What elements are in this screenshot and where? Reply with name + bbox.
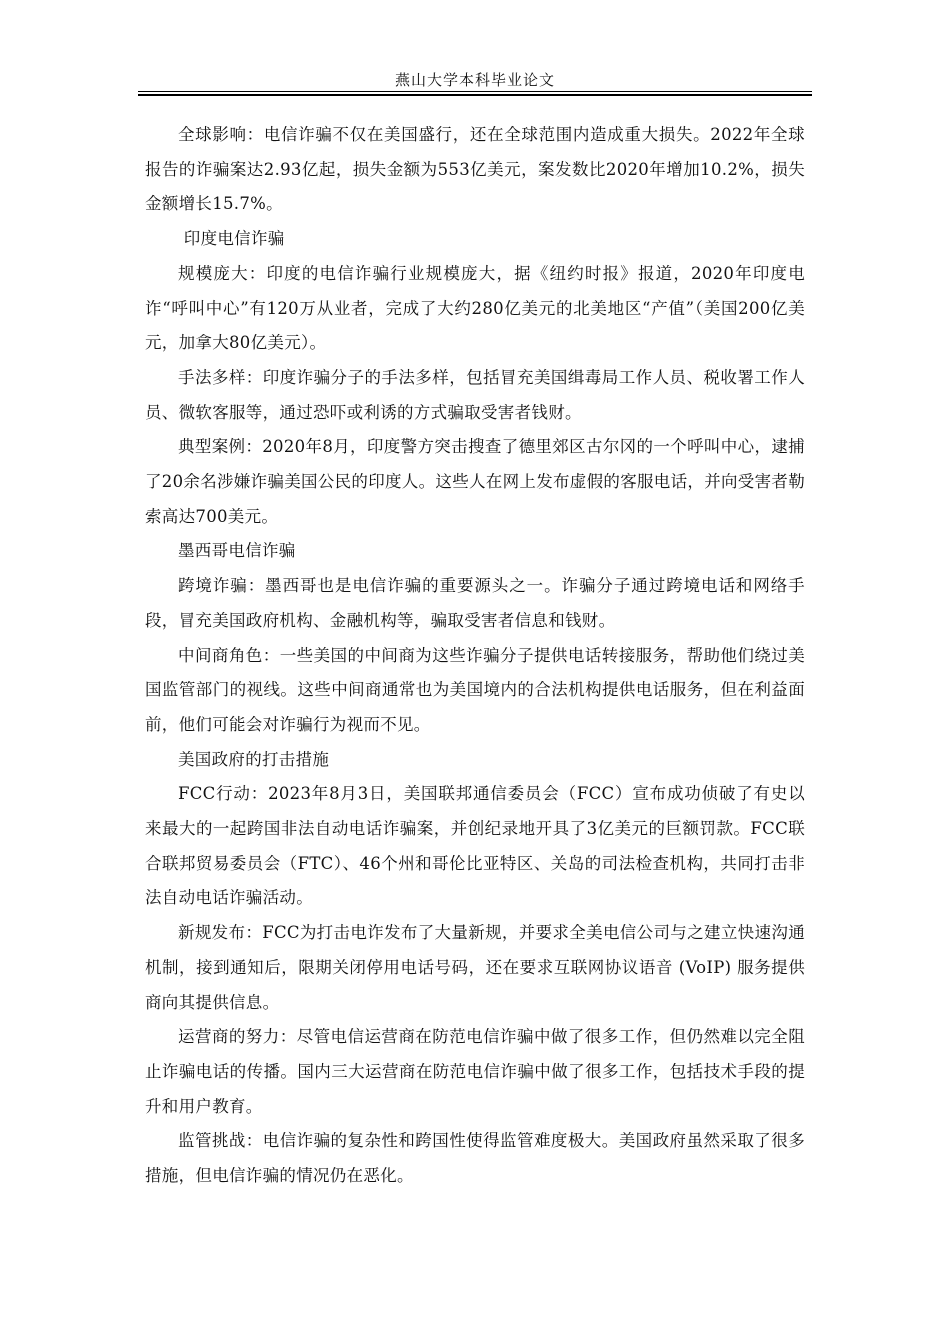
paragraph-fcc-action: FCC行动：2023年8月3日，美国联邦通信委员会（FCC）宣布成功侦破了有史以来最大的一起跨国非法自动电话诈骗案，并创纪录地开具了3亿美元的巨额罚款。FCC联合联邦贸易委员会（FTC）、46个州和哥伦比亚特区、关岛的司法检查机构，共同打击非法自动电话诈骗活动。: [145, 784, 805, 908]
paragraph-mexico-middlemen: 中间商角色：一些美国的中间商为这些诈骗分子提供电话转接服务，帮助他们绕过美国监管部门的视线。这些中间商通常也为美国境内的合法机构提供电话服务，但在利益面前，他们可能会对诈骗行为视而不见。: [145, 645, 805, 734]
paragraph-regulatory-challenges: 监管挑战：电信诈骗的复杂性和跨国性使得监管难度极大。美国政府虽然采取了很多措施，但电信诈骗的情况仍在恶化。: [145, 1131, 805, 1186]
header-rule-thin: [138, 91, 812, 92]
paragraph-india-scale: 规模庞大：印度的电信诈骗行业规模庞大，据《纽约时报》报道，2020年印度电诈“呼叫中心”有120万从业者，完成了大约280亿美元的北美地区“产值”（美国200亿美元，加拿大80亿美元）。: [145, 263, 805, 353]
section-heading-india: 印度电信诈骗: [183, 229, 285, 249]
header-rule-thick: [138, 94, 812, 96]
paragraph-global-impact: 全球影响：电信诈骗不仅在美国盛行，还在全球范围内造成重大损失。2022年全球报告的诈骗案达2.93亿起，损失金额为553亿美元，案发数比2020年增加10.2%，损失金额增长15.7%。: [145, 125, 805, 214]
paragraph-india-case: 典型案例：2020年8月，印度警方突击搜查了德里郊区古尔冈的一个呼叫中心，逮捕了20余名涉嫌诈骗美国公民的印度人。这些人在网上发布虚假的客服电话，并向受害者勒索高达700美元。: [145, 437, 805, 526]
section-heading-mexico: 墨西哥电信诈骗: [178, 541, 296, 561]
paragraph-mexico-crossborder: 跨境诈骗：墨西哥也是电信诈骗的重要源头之一。诈骗分子通过跨境电话和网络手段，冒充美国政府机构、金融机构等，骗取受害者信息和钱财。: [145, 576, 805, 630]
paragraph-carrier-efforts: 运营商的努力：尽管电信运营商在防范电信诈骗中做了很多工作，但仍然难以完全阻止诈骗电话的传播。国内三大运营商在防范电信诈骗中做了很多工作，包括技术手段的提升和用户教育。: [145, 1027, 805, 1116]
page-header-title: 燕山大学本科毕业论文: [394, 71, 555, 89]
section-heading-us-measures: 美国政府的打击措施: [178, 749, 330, 769]
body-text: [145, 118, 805, 1194]
paragraph-new-rules: 新规发布：FCC为打击电诈发布了大量新规，并要求全美电信公司与之建立快速沟通机制，接到通知后，限期关闭停用电话号码，还在要求互联网协议语音 (VoIP) 服务提供商向其提供信息。: [145, 923, 805, 1012]
paragraph-india-methods: 手法多样：印度诈骗分子的手法多样，包括冒充美国缉毒局工作人员、税收署工作人员、微软客服等，通过恐吓或利诱的方式骗取受害者钱财。: [145, 367, 805, 422]
